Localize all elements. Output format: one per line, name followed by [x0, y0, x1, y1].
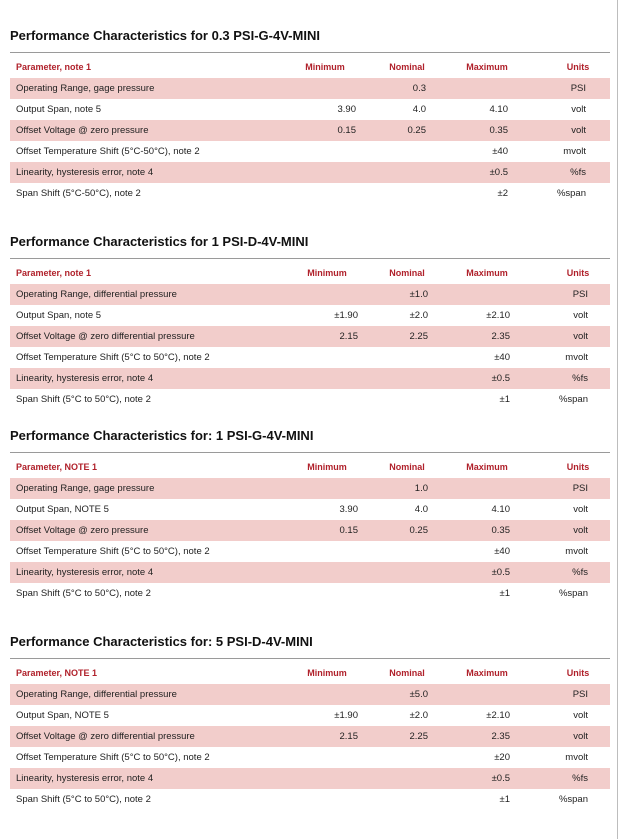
header-minimum: Minimum [307, 268, 347, 278]
cell-parameter: Operating Range, differential pressure [16, 689, 177, 700]
cell-parameter: Offset Voltage @ zero differential pressure [16, 331, 195, 342]
header-units: Units [566, 462, 590, 472]
cell-units: mvolt [565, 752, 588, 763]
header-units: Units [566, 62, 590, 72]
cell-parameter: Span Shift (5°C-50°C), note 2 [16, 188, 141, 199]
cell-maximum: ±2 [497, 188, 508, 199]
cell-parameter: Span Shift (5°C to 50°C), note 2 [16, 394, 151, 405]
cell-maximum: ±40 [492, 146, 508, 157]
cell-maximum: ±2.10 [486, 310, 510, 321]
table-row [10, 583, 610, 604]
cell-maximum: ±0.5 [491, 373, 510, 384]
cell-maximum: 0.35 [489, 125, 508, 136]
cell-units: %span [558, 394, 588, 405]
table-row [10, 389, 610, 410]
header-nominal: Nominal [389, 462, 425, 472]
cell-units: PSI [570, 83, 586, 94]
table-row [10, 347, 610, 368]
cell-maximum: ±40 [494, 352, 510, 363]
cell-nominal: 1.0 [414, 483, 428, 494]
cell-maximum: ±0.5 [489, 167, 508, 178]
cell-nominal: 0.25 [407, 125, 426, 136]
header-maximum: Maximum [466, 268, 508, 278]
table-row [10, 478, 610, 499]
cell-nominal: 2.25 [409, 731, 428, 742]
spec-section-5psi-d [10, 632, 610, 810]
cell-parameter: Linearity, hysteresis error, note 4 [16, 567, 154, 578]
cell-parameter: Output Span, note 5 [16, 310, 102, 321]
cell-minimum: ±1.90 [334, 310, 358, 321]
cell-parameter: Offset Temperature Shift (5°C to 50°C), note 2 [16, 752, 210, 763]
section-title: Performance Characteristics for: 1 PSI-G-4V-MINI [10, 428, 314, 443]
cell-nominal: 0.3 [412, 83, 426, 94]
cell-nominal: ±1.0 [409, 289, 428, 300]
cell-units: volt [573, 331, 588, 342]
cell-maximum: ±0.5 [491, 567, 510, 578]
spec-section-0-3psi-g [10, 26, 610, 204]
cell-parameter: Offset Temperature Shift (5°C to 50°C), note 2 [16, 352, 210, 363]
cell-parameter: Offset Temperature Shift (5°C-50°C), note 2 [16, 146, 200, 157]
cell-maximum: ±1 [499, 588, 510, 599]
cell-nominal: 0.25 [409, 525, 428, 536]
table-row [10, 99, 610, 120]
table-row [10, 520, 610, 541]
cell-units: volt [571, 104, 586, 115]
header-parameter: Parameter, NOTE 1 [16, 462, 98, 472]
header-nominal: Nominal [389, 268, 425, 278]
cell-parameter: Linearity, hysteresis error, note 4 [16, 773, 154, 784]
section-rule [10, 452, 610, 453]
cell-parameter: Linearity, hysteresis error, note 4 [16, 167, 154, 178]
header-minimum: Minimum [307, 668, 347, 678]
cell-units: %fs [570, 167, 586, 178]
header-units: Units [566, 268, 590, 278]
cell-nominal: ±2.0 [409, 310, 428, 321]
section-title: Performance Characteristics for 1 PSI-D-4V-MINI [10, 234, 309, 249]
cell-maximum: 4.10 [491, 504, 510, 515]
cell-minimum: 3.90 [339, 504, 358, 515]
cell-maximum: 0.35 [491, 525, 510, 536]
table-header-row [10, 663, 610, 684]
header-minimum: Minimum [307, 462, 347, 472]
cell-maximum: ±40 [494, 546, 510, 557]
table-row [10, 562, 610, 583]
table-header-row [10, 263, 610, 284]
cell-units: volt [573, 731, 588, 742]
cell-units: PSI [572, 689, 588, 700]
cell-nominal: 4.0 [414, 504, 428, 515]
cell-units: volt [573, 504, 588, 515]
table-row [10, 726, 610, 747]
table-row [10, 368, 610, 389]
cell-maximum: ±2.10 [486, 710, 510, 721]
table-row [10, 183, 610, 204]
table-row [10, 705, 610, 726]
cell-maximum: 4.10 [489, 104, 508, 115]
cell-parameter: Offset Voltage @ zero pressure [16, 125, 149, 136]
cell-maximum: 2.35 [491, 331, 510, 342]
header-parameter: Parameter, note 1 [16, 62, 92, 72]
cell-minimum: 3.90 [337, 104, 356, 115]
cell-maximum: ±1 [499, 794, 510, 805]
table-row [10, 684, 610, 705]
header-parameter: Parameter, note 1 [16, 268, 92, 278]
header-minimum: Minimum [305, 62, 345, 72]
cell-parameter: Operating Range, gage pressure [16, 83, 155, 94]
header-maximum: Maximum [466, 462, 508, 472]
table-row [10, 162, 610, 183]
cell-nominal: 4.0 [412, 104, 426, 115]
cell-nominal: 2.25 [409, 331, 428, 342]
table-row [10, 541, 610, 562]
cell-maximum: 2.35 [491, 731, 510, 742]
cell-maximum: ±0.5 [491, 773, 510, 784]
spec-section-1psi-g [10, 426, 610, 604]
header-units: Units [566, 668, 590, 678]
cell-parameter: Span Shift (5°C to 50°C), note 2 [16, 588, 151, 599]
cell-parameter: Offset Temperature Shift (5°C to 50°C), note 2 [16, 546, 210, 557]
cell-units: mvolt [565, 352, 588, 363]
cell-units: %span [558, 794, 588, 805]
header-nominal: Nominal [389, 62, 425, 72]
table-row [10, 78, 610, 99]
cell-units: %span [558, 588, 588, 599]
cell-parameter: Operating Range, differential pressure [16, 289, 177, 300]
cell-parameter: Output Span, note 5 [16, 104, 102, 115]
cell-maximum: ±1 [499, 394, 510, 405]
table-row [10, 789, 610, 810]
cell-minimum: 0.15 [337, 125, 356, 136]
cell-units: PSI [572, 483, 588, 494]
cell-units: %span [556, 188, 586, 199]
section-title: Performance Characteristics for 0.3 PSI-G-4V-MINI [10, 28, 320, 43]
cell-parameter: Operating Range, gage pressure [16, 483, 155, 494]
cell-units: volt [573, 710, 588, 721]
section-title: Performance Characteristics for: 5 PSI-D-4V-MINI [10, 634, 313, 649]
table-header-row [10, 457, 610, 478]
header-maximum: Maximum [466, 62, 508, 72]
cell-units: volt [573, 310, 588, 321]
cell-minimum: ±1.90 [334, 710, 358, 721]
cell-parameter: Output Span, NOTE 5 [16, 710, 109, 721]
spec-section-1psi-d [10, 232, 610, 410]
section-rule [10, 52, 610, 53]
page-edge-line [617, 0, 618, 839]
table-header-row [10, 57, 610, 78]
table-row [10, 768, 610, 789]
cell-nominal: ±2.0 [409, 710, 428, 721]
cell-parameter: Output Span, NOTE 5 [16, 504, 109, 515]
cell-units: volt [571, 125, 586, 136]
table-row [10, 499, 610, 520]
cell-units: mvolt [563, 146, 586, 157]
cell-parameter: Linearity, hysteresis error, note 4 [16, 373, 154, 384]
cell-units: volt [573, 525, 588, 536]
cell-units: %fs [572, 773, 588, 784]
cell-units: PSI [572, 289, 588, 300]
cell-minimum: 2.15 [339, 731, 358, 742]
cell-units: %fs [572, 567, 588, 578]
header-maximum: Maximum [466, 668, 508, 678]
table-row [10, 326, 610, 347]
table-row [10, 305, 610, 326]
cell-maximum: ±20 [494, 752, 510, 763]
section-rule [10, 658, 610, 659]
cell-parameter: Offset Voltage @ zero pressure [16, 525, 149, 536]
cell-parameter: Offset Voltage @ zero differential pressure [16, 731, 195, 742]
cell-units: mvolt [565, 546, 588, 557]
header-parameter: Parameter, NOTE 1 [16, 668, 98, 678]
section-rule [10, 258, 610, 259]
cell-minimum: 2.15 [339, 331, 358, 342]
table-row [10, 141, 610, 162]
cell-units: %fs [572, 373, 588, 384]
table-row [10, 747, 610, 768]
cell-minimum: 0.15 [339, 525, 358, 536]
table-row [10, 120, 610, 141]
cell-nominal: ±5.0 [409, 689, 428, 700]
header-nominal: Nominal [389, 668, 425, 678]
table-row [10, 284, 610, 305]
cell-parameter: Span Shift (5°C to 50°C), note 2 [16, 794, 151, 805]
